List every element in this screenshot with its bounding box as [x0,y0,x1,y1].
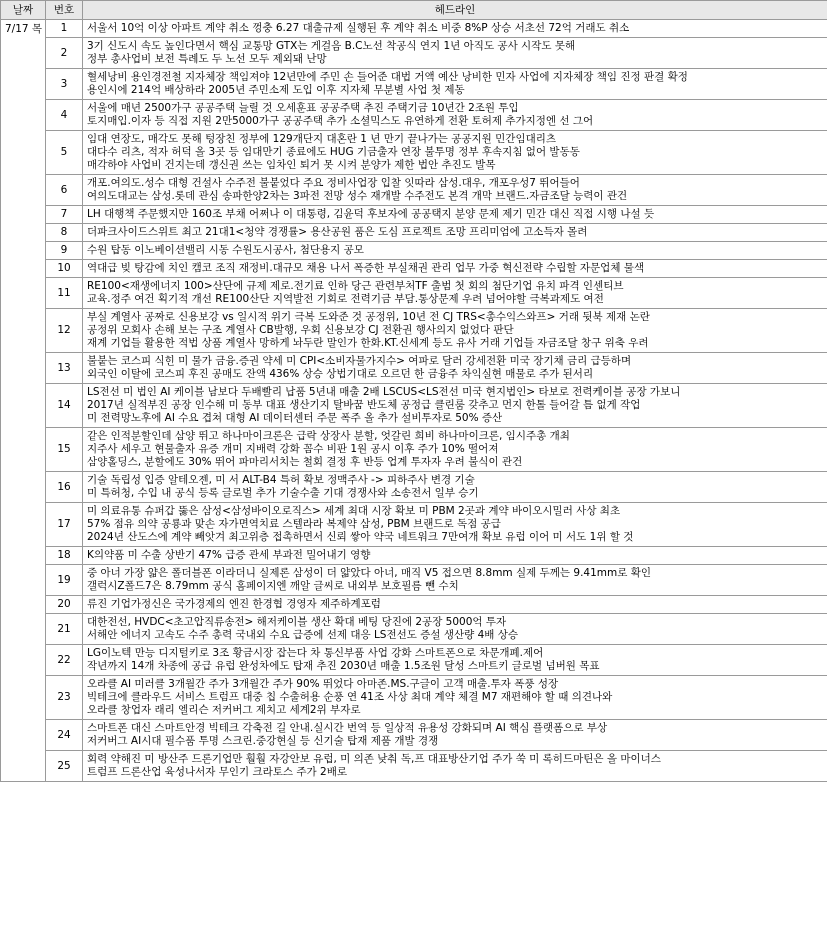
table-row [1,503,827,547]
headline-cell [83,175,827,206]
headline-cell [83,100,827,131]
headline-line: 역대급 빚 탕감에 치인 캠코 조직 재정비.대규모 채용 나서 폭증한 부실채권 관리 업무 가중 혁신전략 수립할 자문업체 물색 [87,262,645,274]
headline-line: 정부 총사업비 보전 특례도 두 노선 모두 제외돼 난망 [87,53,327,65]
row-number: 11 [46,278,83,309]
headline-line: 혈세낭비 용인경전철 지자체장 책임져야 12년만에 주민 손 들어준 대법 거액 예산 낭비한 민자 사업에 지자체장 책임 진정 판결 확정 [87,71,688,83]
table-row [1,472,827,503]
table-row [1,565,827,596]
headline-cell [83,547,827,565]
headline-line: LG이노텍 만능 디지털키로 3조 황금시장 잡는다 차 통신부품 사업 강화 스마트폰으로 차문개폐.제어 [87,647,544,659]
header-number: 번호 [46,1,83,20]
headline-line: 트럼프 드론산업 육성나서자 무인기 크라토스 주가 2배로 [87,766,347,778]
headline-cell [83,751,827,782]
headline-line: 대다수 리츠, 적자 허덕 올 3곳 등 임대만기 종료에도 HUG 기금출자 연장 불투명 정부 후속지침 없어 발동동 [87,146,580,158]
table-row [1,751,827,782]
headline-cell [83,596,827,614]
headline-line: 오라클 AI 미러클 3개월간 주가 3개월간 주가 90% 뛰었다 아마존.MS.구글이 고객 매출.투자 폭풍 성장 [87,678,559,690]
row-number: 17 [46,503,83,547]
header-date: 날짜 [1,1,46,20]
table-row [1,720,827,751]
table-row [1,206,827,224]
headline-cell [83,69,827,100]
row-number: 6 [46,175,83,206]
headline-cell [83,565,827,596]
headline-cell [83,224,827,242]
headline-line: 매각하야 사업비 건지는데 갱신권 쓰는 임차인 퇴거 못 시켜 분양가 제한 법안 추진도 발목 [87,159,496,171]
headline-line: 수원 탑동 이노베이션밸리 시동 수원도시공사, 첨단용지 공모 [87,244,364,256]
headline-line: 여의도대교는 삼성.롯데 관심 송파한양2차는 3파전 전망 성수 재개발 수주전도 본격 개막 브랜드.자금조달 능력이 관건 [87,190,628,202]
row-number: 5 [46,131,83,175]
table-row [1,175,827,206]
headline-cell [83,206,827,224]
header-headline: 헤드라인 [83,1,827,20]
headline-line: 부실 계열사 공짜로 신용보강 vs 일시적 위기 극복 도와준 것 공정위, 10년 전 CJ TRS<총수익스와프> 거래 뒷북 제재 논란 [87,311,650,323]
headline-cell [83,720,827,751]
headline-line: 미 전력망노후에 AI 수요 겹쳐 대형 AI 데이터센터 주문 폭주 올 추가 설비투자로 50% 증산 [87,412,503,424]
headline-cell [83,38,827,69]
headline-line: 재계 기업들 활용한 적법 상품 계열사 망하게 놔두란 말인가 한화.KT.신세계 등도 유사 거래 기업들 자금조달 창구 위축 우려 [87,337,649,349]
table-row [1,278,827,309]
table-row [1,242,827,260]
date-cell: 7/17 목 [1,20,46,782]
headline-cell [83,503,827,547]
headline-line: 개포.여의도.성수 대형 건설사 수주전 불붙었다 주요 정비사업장 입찰 잇따라 삼성.대우, 개포우성7 뛰어들어 [87,177,580,189]
headline-line: K의약품 미 수출 상반기 47% 급증 관세 부과전 밀어내기 영향 [87,549,371,561]
headline-line: 외국인 이탈에 코스피 후진 공매도 잔액 436% 상승 상법기대로 오르던 한 금융주 차익실현 매물로 주가 된서리 [87,368,594,380]
table-row [1,384,827,428]
headline-line: 회력 약해진 미 방산주 드론기업만 훨훨 자강안보 유럽, 미 의존 낮춰 독,프 대표방산기업 주가 쑥 미 록히드마틴은 올 마이너스 [87,753,661,765]
table-row [1,69,827,100]
headline-line: 2017년 실적부진 공장 인수해 미 동부 대표 생산기지 탈바꿈 반도체 공정급 클린룸 갖추고 먼지 한톨 들어갈 틈 없게 작업 [87,399,641,411]
row-number: 12 [46,309,83,353]
table-row [1,353,827,384]
headline-cell [83,614,827,645]
row-number: 15 [46,428,83,472]
headline-line: 더파크사이드스위트 최고 21대1<청약 경쟁률> 용산공원 품은 도심 프로젝트 조망 프리미엄에 고소득자 몰려 [87,226,588,238]
headline-cell [83,278,827,309]
headline-cell [83,131,827,175]
headline-line: LH 대행책 주문했지만 160조 부채 어쩌나 이 대통령, 김윤덕 후보자에 공공택지 분양 문제 제기 민간 대신 직접 시행 나설 듯 [87,208,655,220]
table-row [1,614,827,645]
row-number: 14 [46,384,83,428]
headline-line: 용인시에 214억 배상하라 2005년 주민소제 도입 이후 지자체 무분별 사업 첫 제동 [87,84,465,96]
headline-line: 서해안 에너지 고속도 수주 총력 국내외 수요 급증에 선제 대응 LS전선도 증설 생산량 4배 상승 [87,629,519,641]
row-number: 16 [46,472,83,503]
headline-line: RE100<재생에너지 100>산단에 규제 제로.전기료 인하 당근 관련부처TF 출범 첫 회의 첨단기업 유치 파격 인센티브 [87,280,624,292]
headline-line: 삼양홀딩스, 분할에도 30% 뛰어 파마리서치는 철회 결정 후 반등 업계 투자자 우려 불식이 관건 [87,456,523,468]
row-number: 25 [46,751,83,782]
table-row [1,260,827,278]
headline-line: 미 의료유통 슈퍼갑 뚫은 삼성<삼성바이오로직스> 세계 최대 시장 확보 미 PBM 2곳과 계약 바이오시밀러 사상 최초 [87,505,621,517]
headline-line: 미 특허청, 수입 내 공식 등록 글로벌 추가 기술수출 기대 경쟁사와 소송전서 일부 승기 [87,487,479,499]
headline-line: 지주사 세우고 현물출자 유증 개미 지배력 강화 꼼수 비판 1원 공시 이후 주가 10% 떨어져 [87,443,499,455]
table-row [1,547,827,565]
headline-line: 임대 연장도, 매각도 못해 텅장친 정부에 129개단지 대혼란 1 년 만기 끝나가는 공공지원 민간임대리츠 [87,133,557,145]
table-row [1,645,827,676]
headline-cell [83,242,827,260]
headline-line: 작년까지 14개 차종에 공급 유럽 완성차에도 탑재 추진 2030년 매출 1.5조원 달성 스마트키 글로벌 넘버원 목표 [87,660,600,672]
table-row [1,100,827,131]
row-number: 18 [46,547,83,565]
headline-cell [83,353,827,384]
row-number: 24 [46,720,83,751]
headline-line: 57% 점유 의약 공룡과 맞손 자가면역치료 스텔라라 복제약 삼성, PBM 브랜드로 독점 공급 [87,518,501,530]
headline-line: LS전선 미 법인 AI 케이블 남보다 두배빨리 납품 5년내 매출 2배 LSCUS<LS전선 미국 현지법인> 타보로 전력케이블 공장 가보니 [87,386,681,398]
headline-cell [83,309,827,353]
headline-line: 교육.정주 여건 획기적 개선 RE100산단 지역발전 기회로 전력기금 부담.통상문제 우려 넘어야할 극복과제도 여전 [87,293,604,305]
row-number: 7 [46,206,83,224]
row-number: 20 [46,596,83,614]
row-number: 3 [46,69,83,100]
row-number: 19 [46,565,83,596]
headline-line: 중 아너 가장 얇은 폴더블폰 이라더니 실제론 삼성이 더 얇았다 아너, 매직 V5 접으면 8.8mm 실제 두께는 9.41mm로 확인 [87,567,651,579]
headline-line: 기술 독립성 입증 알테오젠, 미 서 ALT-B4 특허 확보 정맥주사 -> 피하주사 변경 기술 [87,474,475,486]
table-row [1,224,827,242]
headline-cell [83,20,827,38]
headline-line: 오라클 창업자 래리 엘리슨 저커버그 제치고 세계2위 부자로 [87,704,361,716]
headline-line: 3기 신도시 속도 높인다면서 핵심 교통망 GTX는 게걸음 B.C노선 착공식 연지 1년 아직도 공사 시작도 못해 [87,40,576,52]
row-number: 4 [46,100,83,131]
headline-line: 같은 인적분할인데 삼양 뛰고 하나마이크론은 급락 상장사 분할, 엇갈린 희비 하나마이크론, 임시주총 개최 [87,430,570,442]
headline-cell [83,676,827,720]
headline-line: 빅테크에 클라우드 서비스 트럼프 대중 칩 수출허용 순풍 연 41조 사상 최대 계약 체결 M7 재편해야 할 때 의견나와 [87,691,613,703]
headline-line: 불붙는 코스피 식힌 미 물가 금융.증권 약세 미 CPI<소비자물가지수> 여파로 달러 강세전환 미국 장기채 금리 급등하며 [87,355,632,367]
table-row [1,428,827,472]
row-number: 8 [46,224,83,242]
table-row [1,596,827,614]
headline-line: 갤럭시Z폴드7은 8.79mm 공식 홈페이지엔 깨알 글씨로 내외부 보호필름 뺀 수치 [87,580,459,592]
table-row [1,309,827,353]
table-row [1,20,827,38]
table-row [1,131,827,175]
headline-line: 토지매입.이자 등 직접 지원 2만5000가구 공공주택 추가 소셜믹스도 유연하게 전환 토허제 추가지정엔 선 그어 [87,115,594,127]
headline-line: 저커버그 AI시대 필수품 투명 스크린.중강현실 등 신기술 탑재 제품 개발 경쟁 [87,735,439,747]
headline-line: 서울서 10억 이상 아파트 계약 취소 껑충 6.27 대출규제 실행된 후 계약 취소 비중 8%P 상승 서초선 72억 거래도 취소 [87,22,630,34]
row-number: 2 [46,38,83,69]
table-row [1,38,827,69]
headline-line: 대한전선, HVDC<초고압직류송전> 해저케이블 생산 확대 베팅 당진에 2공장 5000억 투자 [87,616,507,628]
row-number: 13 [46,353,83,384]
headline-cell [83,260,827,278]
headline-line: 스마트폰 대신 스마트안경 빅테크 각축전 길 안내.실시간 번역 등 일상적 유용성 강화되며 AI 핵심 플랫폼으로 부상 [87,722,608,734]
headline-line: 류진 기업가정신은 국가경제의 엔진 한경협 경영자 제주하계포럼 [87,598,381,610]
headline-line: 서울에 매년 2500가구 공공주택 늘릴 것 오세훈표 공공주택 추진 주택기금 10년간 2조원 투입 [87,102,519,114]
row-number: 21 [46,614,83,645]
headline-cell [83,472,827,503]
headline-line: 공정위 모회사 손해 보는 구조 계열사 CB발행, 우회 신용보강 CJ 전환권 행사의지 없었다 판단 [87,324,514,336]
headline-cell [83,428,827,472]
row-number: 10 [46,260,83,278]
table-row [1,676,827,720]
headline-cell [83,645,827,676]
row-number: 9 [46,242,83,260]
headline-line: 2024년 산도스에 계약 빼앗겨 최고위층 접촉하면서 신뢰 쌓아 약국 네트워크 7만여개 확보 유럽 이어 미 서도 1위 할 것 [87,531,634,543]
row-number: 22 [46,645,83,676]
row-number: 1 [46,20,83,38]
headline-cell [83,384,827,428]
header-row [1,1,827,20]
row-number: 23 [46,676,83,720]
